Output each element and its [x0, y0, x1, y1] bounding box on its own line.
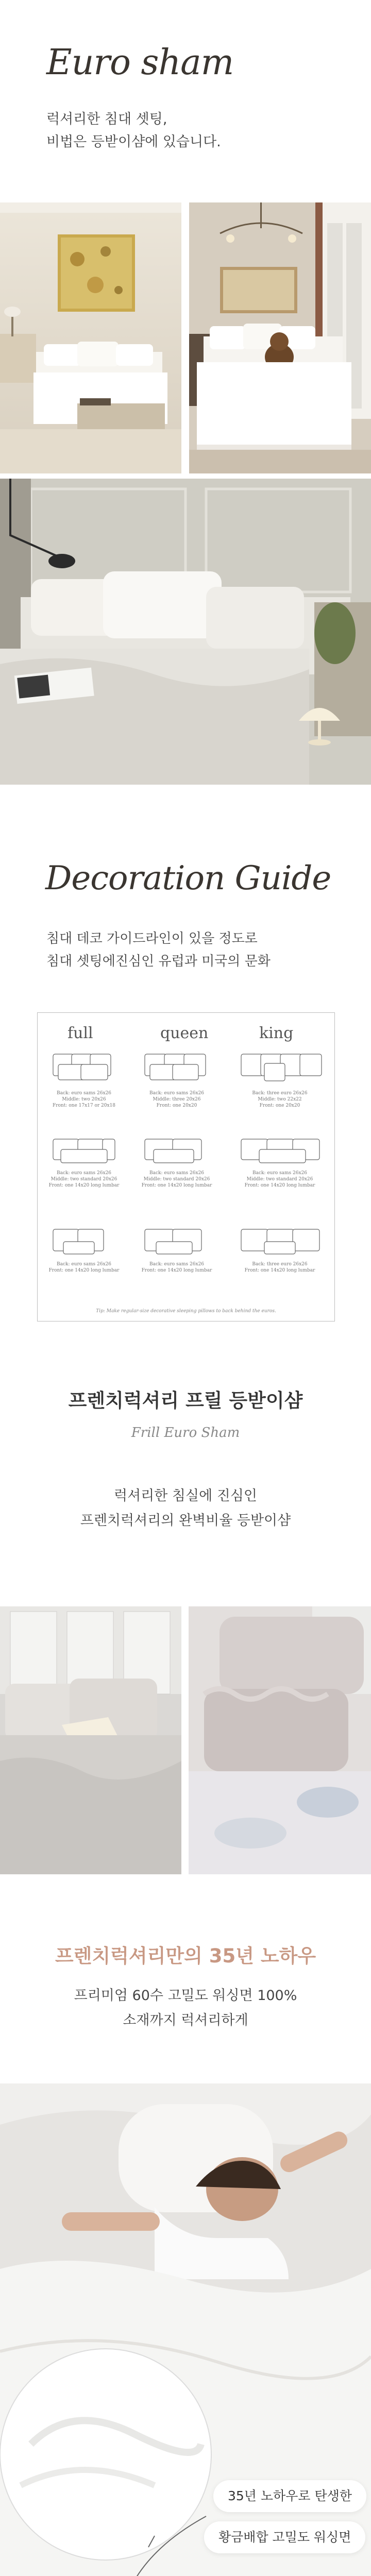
- knowhow-desc-line2: 소재까지 럭셔리하게: [123, 2012, 248, 2028]
- guide-caption-king-3: Back: three euro 26x26 Front: one 14x20 long lumbar: [244, 1262, 315, 1273]
- frill-section-subtitle: Frill Euro Sham: [131, 1425, 240, 1440]
- guide-column-queen: queen: [160, 1024, 209, 1042]
- guide-tip-note: Tip: Make regular-size decorative sleeping pillows to back behind the euros.: [96, 1309, 276, 1314]
- guide-caption-full-3: Back: euro sams 26x26 Front: one 14x20 long lumbar: [48, 1262, 120, 1273]
- guide-caption-queen-1: Back: euro sams 26x26 Middle: three 20x26 Front: one 20x20: [149, 1091, 205, 1108]
- guide-caption-king-2: Back: euro sams 26x26 Middle: two standard 20x26 Front: one 14x20 long lumbar: [244, 1171, 315, 1188]
- frill-desc-line2: 프렌치럭셔리의 완벽비율 등받이샴: [80, 1513, 291, 1529]
- guide-caption-king-1: Back: three euro 26x26 Middle: two 22x22 Front: one 20x20: [252, 1091, 308, 1108]
- hero-subtitle-line2: 비법은 등받이샴에 있습니다.: [46, 134, 221, 150]
- hero-subtitle-line1: 럭셔리한 침대 셋팅,: [46, 111, 167, 127]
- frill-desc-line1: 럭셔리한 침실에 진심인: [114, 1488, 257, 1504]
- badge-golden-blend: 황금배합 고밀도 워싱면: [204, 2521, 365, 2553]
- woman-sleeping-photo: [0, 2083, 371, 2576]
- bedroom-photo-beige: [0, 202, 181, 473]
- frill-section-title: 프렌치럭셔리 프릴 등받이샴: [68, 1389, 303, 1412]
- guide-column-king: king: [259, 1024, 294, 1042]
- hero-subtitle: [46, 108, 221, 154]
- bedroom-photo-lamp: [0, 479, 371, 785]
- bedroom-photo-teddy: [189, 202, 371, 473]
- hero-title: Euro sham: [46, 42, 234, 83]
- decoration-guide-subtitle: [46, 927, 271, 973]
- knowhow-desc-line1: 프리미엄 60수 고밀도 워싱면 100%: [74, 1988, 297, 2004]
- badge-35-years: 35년 노하우로 탄생한: [213, 2480, 366, 2512]
- knowhow-title: 프렌치럭셔리만의 35년 노하우: [55, 1945, 316, 1967]
- guide-caption-full-1: Back: euro sams 26x26 Middle: two 20x26 Front: one 17x17 or 20x18: [52, 1091, 116, 1108]
- decoration-guide-title: Decoration Guide: [45, 859, 331, 897]
- frill-bedding-photo-1: [0, 1606, 181, 1874]
- frill-section-description: [0, 1484, 371, 1533]
- decoration-sub-line1: 침대 데코 가이드라인이 있을 정도로: [46, 931, 258, 946]
- guide-column-full: full: [68, 1024, 93, 1042]
- pillow-arrangement-guide: [37, 1012, 335, 1321]
- guide-caption-full-2: Back: euro sams 26x26 Middle: two standard 20x26 Front: one 14x20 long lumbar: [48, 1171, 120, 1188]
- frill-bedding-photo-2: [189, 1606, 371, 1874]
- pillow-diagrams: [38, 1013, 335, 1322]
- guide-caption-queen-3: Back: euro sams 26x26 Front: one 14x20 long lumbar: [141, 1262, 212, 1273]
- decoration-sub-line2: 침대 셋팅에진심인 유럽과 미국의 문화: [46, 954, 271, 969]
- knowhow-description: [0, 1984, 371, 2033]
- guide-caption-queen-2: Back: euro sams 26x26 Middle: two standard 20x26 Front: one 14x20 long lumbar: [141, 1171, 212, 1188]
